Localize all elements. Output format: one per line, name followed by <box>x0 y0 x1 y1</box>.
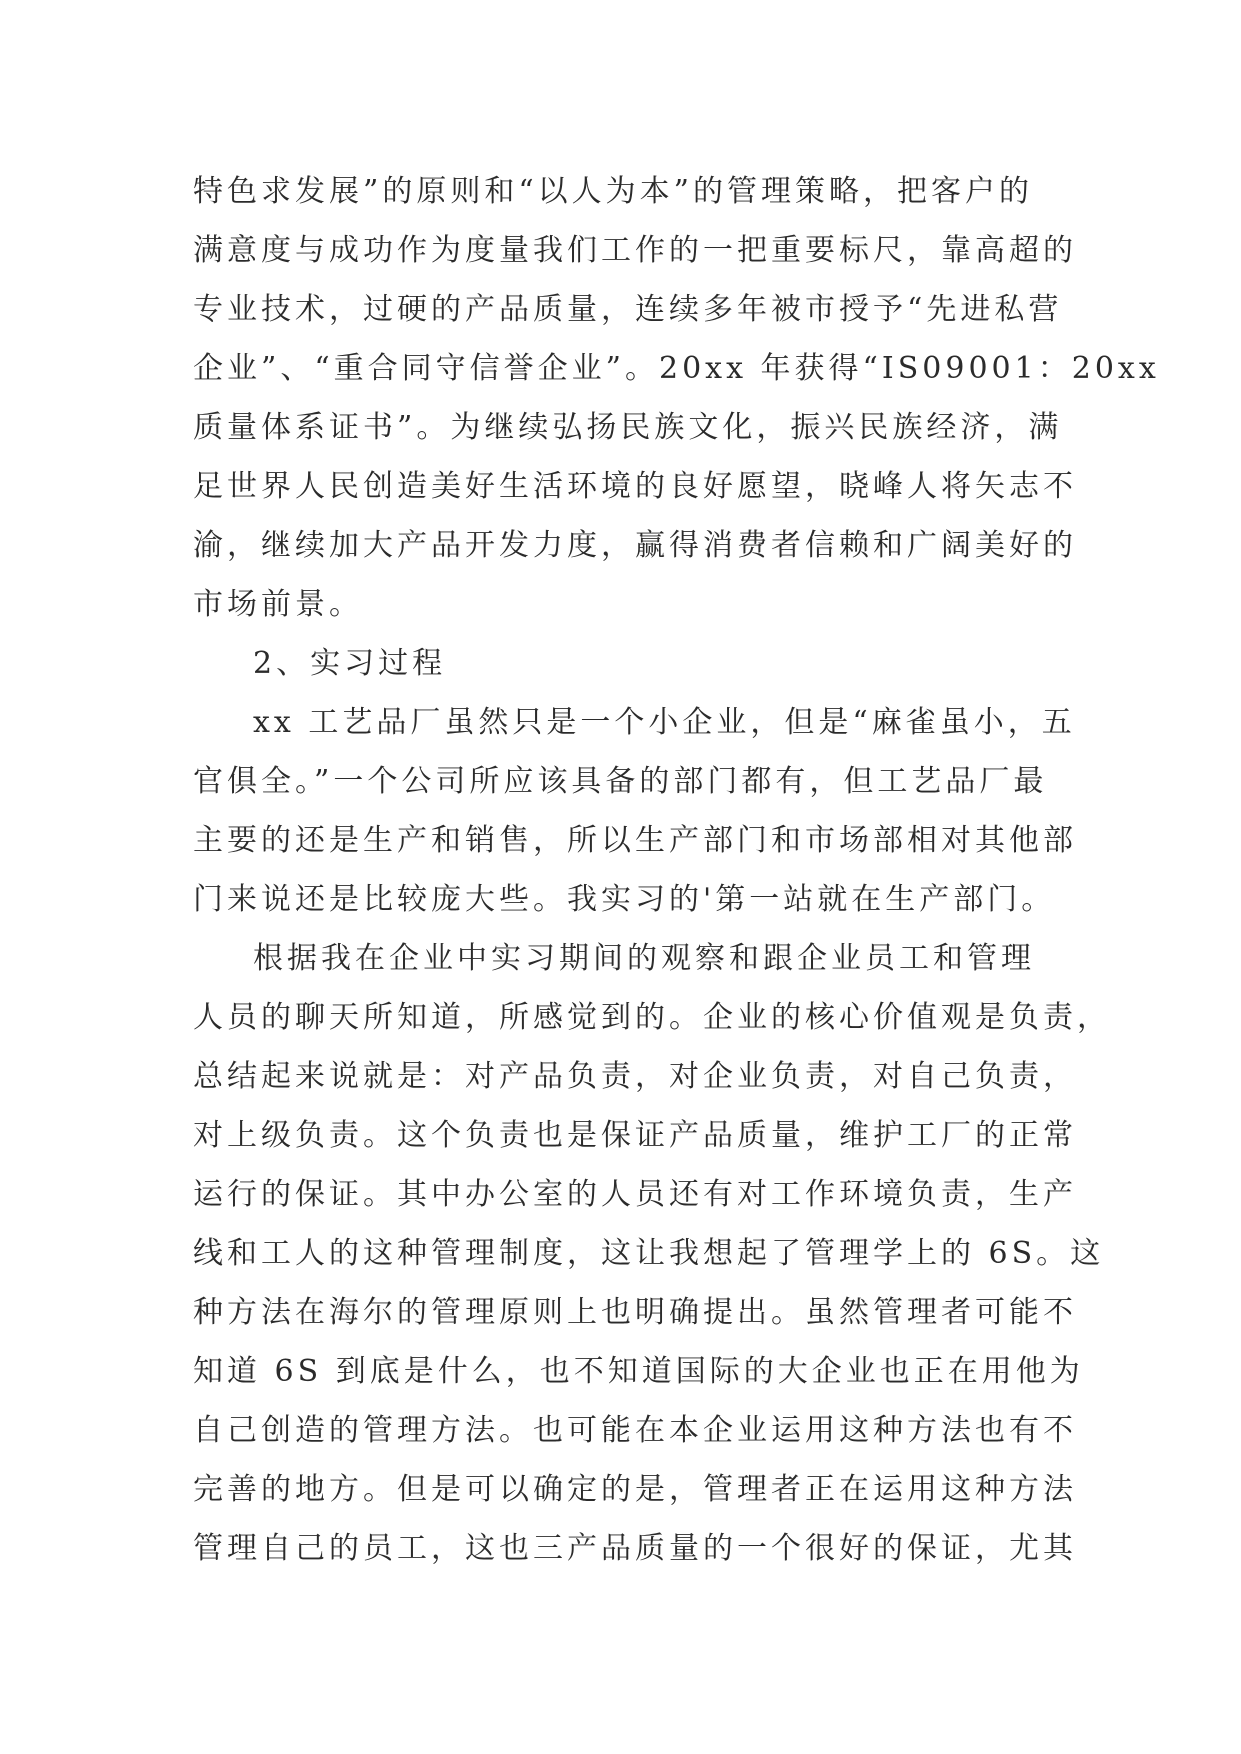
text-line: 企业”、“重合同守信誉企业”。20xx 年获得“IS09001：20xx <box>193 351 1160 386</box>
text-line: 完善的地方。但是可以确定的是，管理者正在运用这种方法 <box>193 1472 1077 1507</box>
text-line: 专业技术，过硬的产品质量，连续多年被市授予“先进私营 <box>193 292 1063 327</box>
text-line: 足世界人民创造美好生活环境的良好愿望，晓峰人将矢志不 <box>193 469 1077 504</box>
text-line: 自己创造的管理方法。也可能在本企业运用这种方法也有不 <box>193 1413 1077 1448</box>
text-line: xx 工艺品厂虽然只是一个小企业，但是“麻雀虽小，五 <box>253 705 1076 740</box>
text-line: 根据我在企业中实习期间的观察和跟企业员工和管理 <box>253 941 1035 976</box>
text-line: 主要的还是生产和销售，所以生产部门和市场部相对其他部 <box>193 823 1077 858</box>
text-line: 质量体系证书”。为继续弘扬民族文化，振兴民族经济，满 <box>193 410 1063 445</box>
text-line: 特色求发展”的原则和“以人为本”的管理策略，把客户的 <box>193 174 1034 209</box>
text-line: 对上级负责。这个负责也是保证产品质量，维护工厂的正常 <box>193 1118 1077 1153</box>
document-body <box>193 162 1160 1578</box>
section-heading: 2、实习过程 <box>253 646 447 681</box>
text-line: 市场前景。 <box>193 587 363 622</box>
text-line: 满意度与成功作为度量我们工作的一把重要标尺，靠高超的 <box>193 233 1077 268</box>
text-line: 管理自己的员工，这也三产品质量的一个很好的保证，尤其 <box>193 1531 1077 1566</box>
text-line: 运行的保证。其中办公室的人员还有对工作环境负责，生产 <box>193 1177 1077 1212</box>
text-line: 渝，继续加大产品开发力度，赢得消费者信赖和广阔美好的 <box>193 528 1077 563</box>
text-line: 知道 6S 到底是什么，也不知道国际的大企业也正在用他为 <box>193 1354 1084 1389</box>
text-line: 总结起来说就是：对产品负责，对企业负责，对自己负责， <box>193 1059 1077 1094</box>
text-line: 官俱全。”一个公司所应该具备的部门都有，但工艺品厂最 <box>193 764 1048 799</box>
text-line: 线和工人的这种管理制度，这让我想起了管理学上的 6S。这 <box>193 1236 1105 1271</box>
text-line: 人员的聊天所知道，所感觉到的。企业的核心价值观是负责， <box>193 1000 1111 1035</box>
text-line: 种方法在海尔的管理原则上也明确提出。虽然管理者可能不 <box>193 1295 1077 1330</box>
text-line: 门来说还是比较庞大些。我实习的'第一站就在生产部门。 <box>193 882 1056 917</box>
